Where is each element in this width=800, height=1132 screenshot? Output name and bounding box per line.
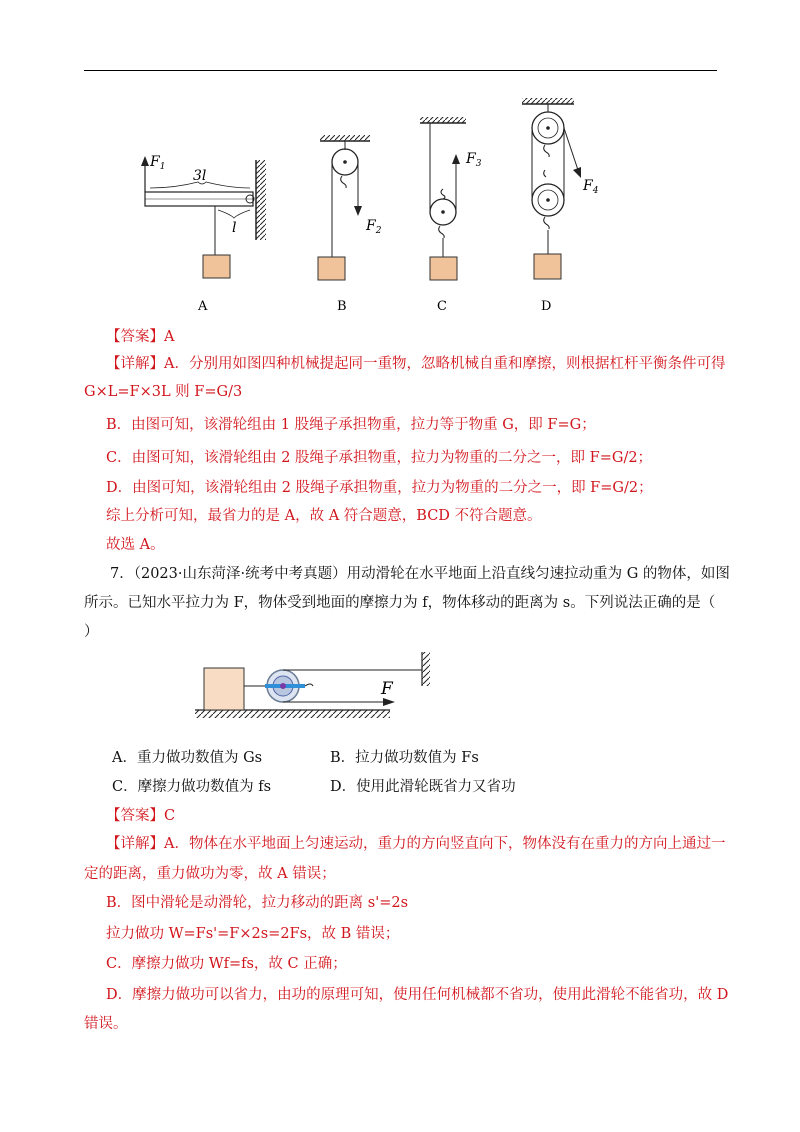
figure-four-machines <box>120 90 620 320</box>
label-3l: 3l <box>193 168 207 184</box>
q7-detail-a-line1: 【详解】A．物体在水平地面上匀速运动，重力的方向竖直向下，物体没有在重力的方向上通过一 <box>106 836 726 852</box>
q7-option-a: A．重力做功数值为 Gs <box>112 750 263 766</box>
q7-option-b: B．拉力做功数值为 Fs <box>330 750 479 766</box>
q6-detail-c: C．由图可知，该滑轮组由 2 股绳子承担物重，拉力为物重的二分之一，即 F=G/2； <box>106 450 653 466</box>
q6-choose: 故选 A。 <box>106 537 165 553</box>
q7-stem-line2: 所示。已知水平拉力为 F，物体受到地面的摩擦力为 f，物体移动的距离为 s。下列说法正确的是（ <box>84 595 716 611</box>
figure-movable-pulley-horizontal <box>195 648 440 720</box>
q7-detail-a-line2: 定的距离，重力做功为零，故 A 错误； <box>84 866 336 882</box>
q7-stem-line3: ） <box>84 624 99 640</box>
label-a: A <box>198 299 208 314</box>
label-b: B <box>337 299 347 314</box>
q7-answer: 【答案】C <box>106 808 176 824</box>
q7-option-d: D．使用此滑轮既省力又省功 <box>330 779 516 795</box>
q6-detail-d: D．由图可知，该滑轮组由 2 股绳子承担物重，拉力为物重的二分之一，即 F=G/2； <box>106 480 653 496</box>
q6-answer: 【答案】A <box>106 329 175 345</box>
q6-detail-a: 【详解】A．分别用如图四种机械提起同一重物，忽略机械自重和摩擦，则根据杠杆平衡条件可得 <box>106 356 726 372</box>
machine-b-fixed-pulley <box>318 135 370 280</box>
label-f: F <box>381 679 393 699</box>
label-f2: $F_2$ <box>366 218 382 236</box>
machine-d-pulley-block <box>522 98 581 279</box>
q7-detail-b-line1: B．图中滑轮是动滑轮，拉力移动的距离 s'=2s <box>106 895 409 911</box>
label-f3: $F_3$ <box>466 151 482 169</box>
q7-stem-line1: 7．（2023·山东菏泽·统考中考真题）用动滑轮在水平地面上沿直线匀速拉动重为 G 的物体，如图 <box>110 566 730 582</box>
label-d: D <box>541 299 552 314</box>
q7-option-c: C．摩擦力做功数值为 fs <box>112 779 272 795</box>
machine-c-movable-pulley <box>420 117 466 280</box>
label-f1: $F_1$ <box>150 154 166 172</box>
q6-detail-b: B．由图可知，该滑轮组由 1 股绳子承担物重，拉力等于物重 G，即 F=G； <box>106 417 596 433</box>
label-f4: $F_4$ <box>583 178 599 196</box>
q6-summary: 综上分析可知，最省力的是 A，故 A 符合题意，BCD 不符合题意。 <box>106 508 542 524</box>
label-l: l <box>232 220 237 236</box>
q6-detail-a-formula: G×L=F×3L 则 F=G/3 <box>84 384 243 400</box>
q7-detail-d-line2: 错误。 <box>84 1016 128 1032</box>
label-c: C <box>437 299 447 314</box>
q7-detail-d-line1: D．摩擦力做功可以省力，由功的原理可知，使用任何机械都不省功，使用此滑轮不能省功，故 D <box>106 987 729 1003</box>
header-rule <box>84 70 717 71</box>
q7-detail-b-line2: 拉力做功 W=Fs'=F×2s=2Fs，故 B 错误； <box>106 926 400 942</box>
q7-detail-c: C．摩擦力做功 Wf=fs，故 C 正确； <box>106 956 347 972</box>
